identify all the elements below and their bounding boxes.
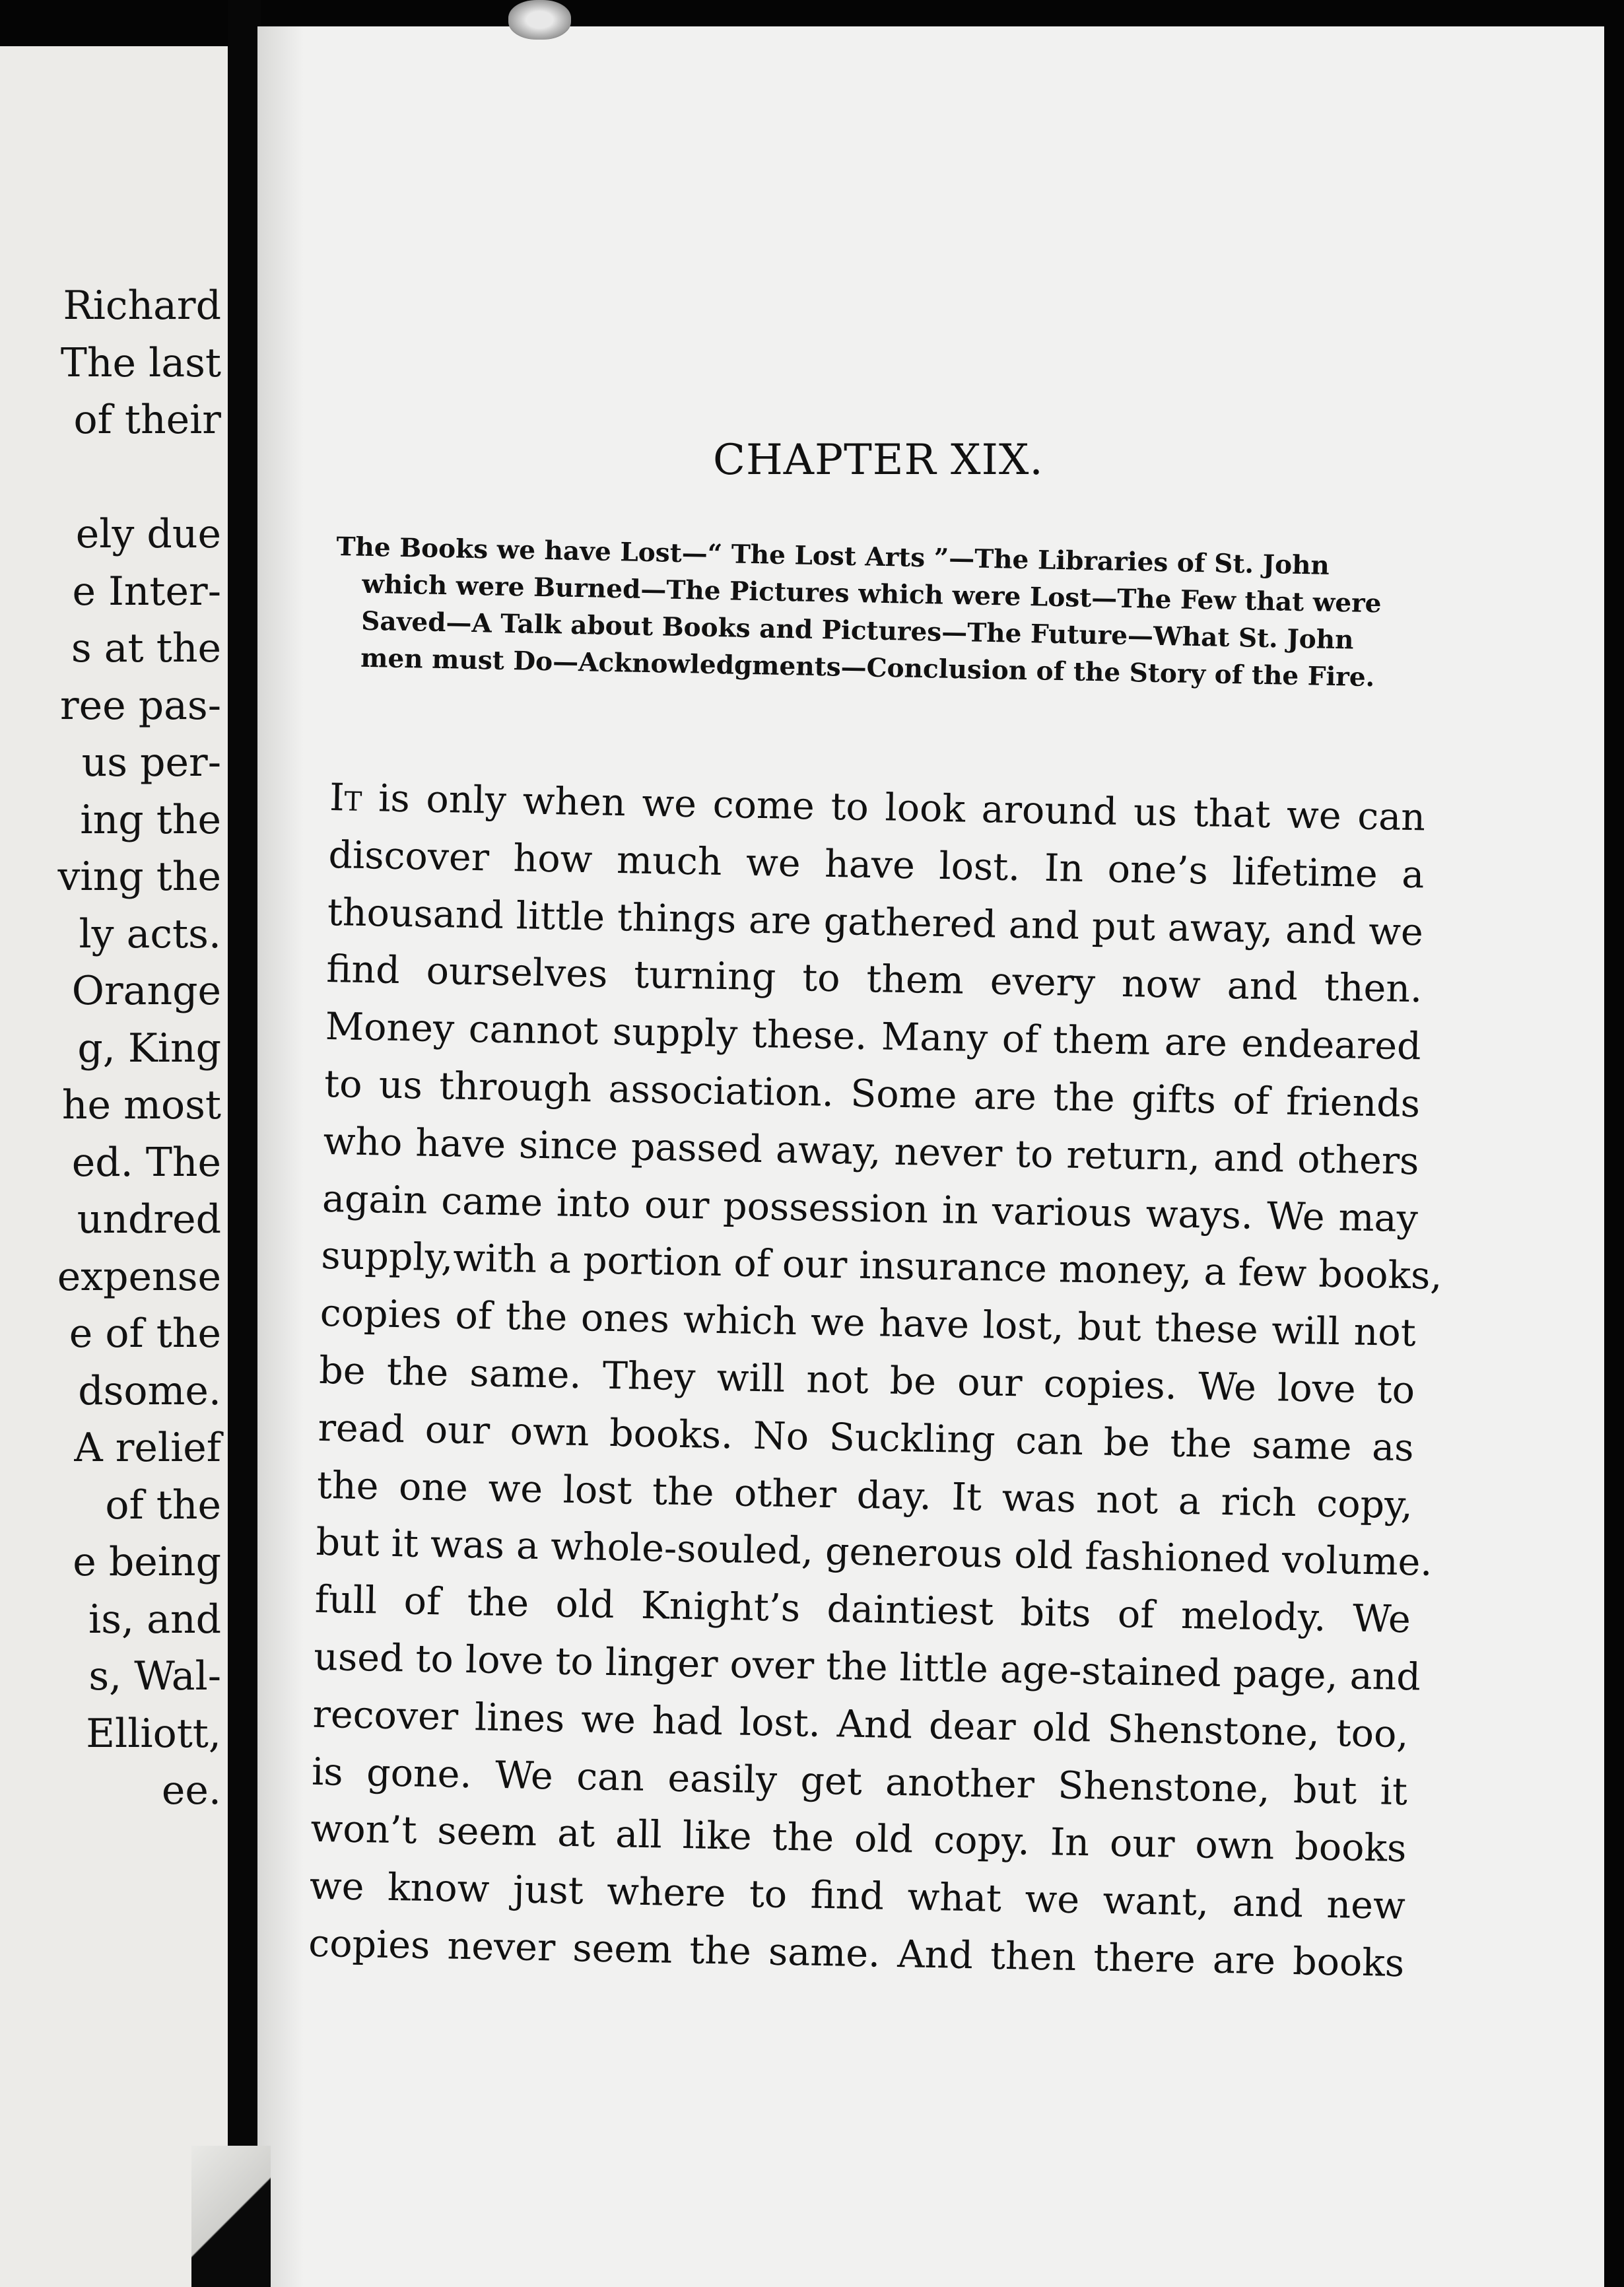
previous-page-line: expense (57, 1253, 221, 1300)
body-line: won’t seem at all like the old copy. In our own books (310, 1807, 1407, 1871)
previous-page-line: of their (73, 397, 221, 443)
previous-page-line: ed. The (71, 1139, 221, 1186)
previous-page-line: us per- (81, 739, 221, 786)
previous-page-line: ely due (75, 511, 221, 557)
body-line: supply,with a portion of our insurance money, a few books, (320, 1234, 1443, 1299)
body-line: find ourselves turning to them every now and then. (325, 947, 1423, 1011)
body-line: thousand little things are gathered and put away, and we (327, 890, 1424, 954)
previous-page-line: e of the (69, 1311, 221, 1357)
body-line: we know just where to find what we want, and new (309, 1864, 1406, 1929)
previous-page-line: Richard (63, 283, 221, 329)
first-line-text: is only when we come to look around us that we can (361, 776, 1426, 840)
body-line: copies of the ones which we have lost, but these will not (320, 1291, 1417, 1355)
body-line: recover lines we had lost. And dear old Shenstone, too, (312, 1692, 1409, 1756)
previous-page-line: ving the (57, 854, 221, 900)
previous-page-line: ly acts. (79, 910, 221, 957)
previous-page-line: is, and (88, 1596, 221, 1643)
body-line: full of the old Knight’s daintiest bits of melody. We (314, 1577, 1411, 1642)
previous-page-line: ee. (161, 1767, 221, 1814)
chapter-summary (334, 528, 1492, 699)
previous-page-line: ree pas- (59, 682, 221, 729)
previous-page-line: Elliott, (86, 1710, 221, 1757)
chapter-body-text (308, 769, 1443, 1993)
previous-page-line: e Inter- (72, 568, 221, 615)
body-line: the one we lost the other day. It was not a rich copy, (316, 1463, 1413, 1527)
body-line: read our own books. No Suckling can be the same as (318, 1406, 1415, 1470)
chapter-title: CHAPTER XIX. (713, 436, 1044, 485)
body-line: is gone. We can easily get another Shenstone, but it (311, 1750, 1408, 1814)
previous-page-line (57, 449, 221, 506)
page-edge-shadow (257, 26, 304, 2287)
current-page (257, 26, 1604, 2287)
body-line: Money cannot supply these. Many of them are endeared (325, 1005, 1422, 1069)
previous-page-line: of the (105, 1482, 221, 1528)
previous-page-line: he most (61, 1082, 221, 1128)
body-line: again came into our possession in various ways. We may (321, 1177, 1419, 1241)
previous-page-line: ing the (80, 796, 221, 843)
drop-cap: It (329, 775, 363, 820)
previous-page-line: The last (60, 339, 221, 386)
body-line: be the same. They will not be our copies. We love to (318, 1348, 1415, 1413)
previous-page-line: g, King (77, 1025, 221, 1072)
summary-line: The Books we have Lost—“ The Lost Arts ”—The Libraries of St. John (336, 531, 1330, 581)
previous-page-line: Orange (71, 968, 221, 1014)
library-stamp-mark (508, 0, 571, 40)
previous-page-text (57, 277, 221, 1820)
previous-page-line: e being (73, 1539, 221, 1585)
previous-page-line: dsome. (78, 1367, 221, 1414)
body-line: used to love to linger over the little age-stained page, and (313, 1635, 1421, 1699)
body-line: discover how much we have lost. In one’s lifetime a (328, 833, 1425, 897)
summary-line: Saved—A Talk about Books and Pictures—The Future—What St. John (360, 605, 1354, 656)
summary-line: which were Burned—The Pictures which were Lost—The Few that were (361, 568, 1382, 619)
page-corner-fold (191, 2146, 271, 2287)
previous-page-line: A relief (74, 1425, 221, 1471)
previous-page-line: undred (77, 1196, 221, 1243)
book-gutter (228, 0, 261, 2287)
body-line: copies never seem the same. And then there are books (308, 1921, 1405, 1986)
body-line: who have since passed away, never to return, and others (323, 1119, 1419, 1184)
summary-line: men must Do—Acknowledgments—Conclusion of the Story of the Fire. (360, 642, 1375, 693)
previous-page-fragment (0, 46, 234, 2287)
body-line: to us through association. Some are the gifts of friends (323, 1062, 1421, 1126)
previous-page-line: s at the (71, 625, 221, 671)
body-line: but it was a whole-souled, generous old fashioned volume. (315, 1520, 1433, 1585)
previous-page-line: s, Wal- (88, 1653, 221, 1699)
